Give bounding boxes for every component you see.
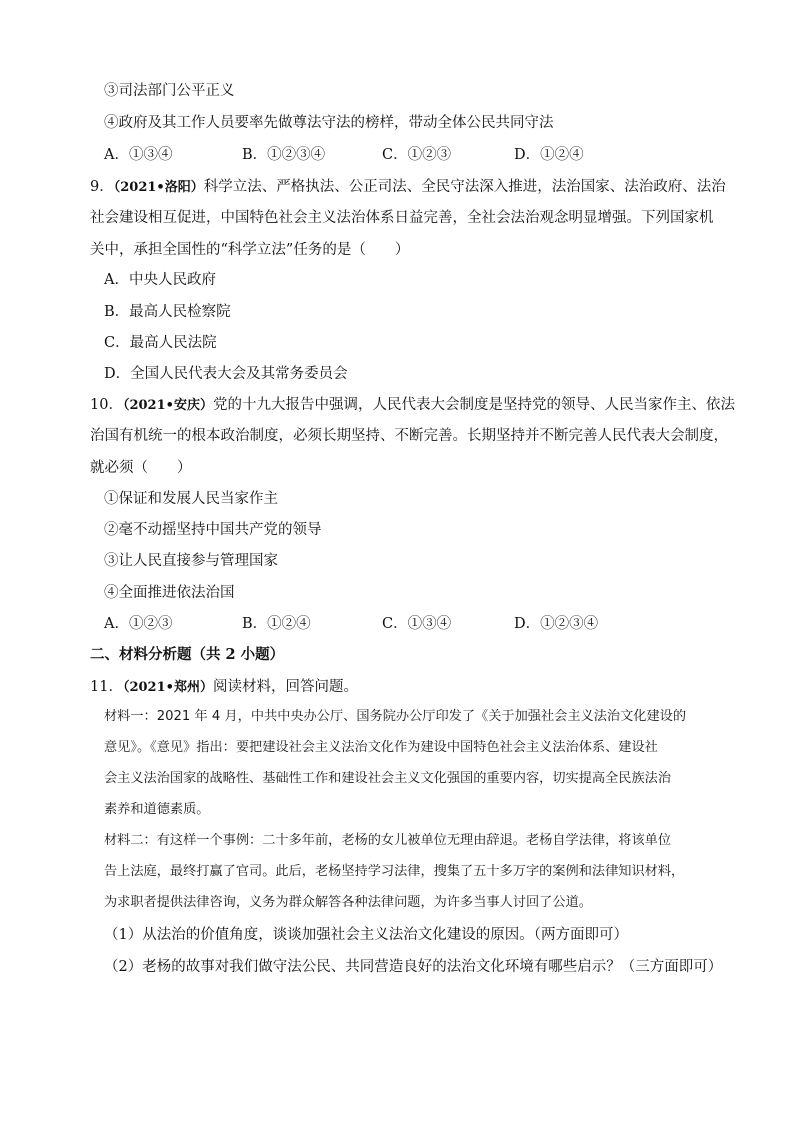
material-1-line-1: 材料一：2021 年 4 月，中共中央办公厅、国务院办公厅印发了《关于加强社会主义法治文化建设的 — [104, 709, 687, 724]
q11-subquestion-1: （1）从法治的价值角度，谈谈加强社会主义法治文化建设的原因。（两方面即可） — [104, 927, 628, 943]
material-2-line-1: 材料二：有这样一个事例：二十多年前，老杨的女儿被单位无理由辞退。老杨自学法律，将该单位 — [104, 833, 672, 848]
q10-item-1: ①保证和发展人民当家作主 — [104, 491, 278, 507]
q9-option-d: D．全国人民代表大会及其常务委员会 — [104, 366, 348, 382]
q11-source: （2021•郑州） — [122, 680, 213, 695]
q8-item-4: ④政府及其工作人员要率先做尊法守法的榜样，带动全体公民共同守法 — [104, 115, 554, 131]
q8-option-c: C．①②③ — [382, 147, 452, 163]
q10-option-c: C．①③④ — [382, 616, 452, 632]
q8-item-3: ③司法部门公平正义 — [104, 83, 235, 99]
q8-option-d: D．①②④ — [514, 147, 584, 163]
q10-line-1-text: 党的十九大报告中强调，人民代表大会制度是坚持党的领导、人民当家作主、依法 — [212, 397, 735, 413]
q9-option-a: A．中央人民政府 — [104, 272, 216, 288]
q10-number: 10． — [90, 397, 123, 413]
q10-item-2: ②毫不动摇坚持中国共产党的领导 — [104, 522, 322, 538]
material-1-line-2: 意见》。《意见》指出：要把建设社会主义法治文化作为建设中国特色社会主义法治体系、建设社 — [104, 740, 658, 755]
q9-line-1-text: 科学立法、严格执法、公正司法、全民守法深入推进，法治国家、法治政府、法治 — [203, 179, 726, 195]
material-1-line-3: 会主义法治国家的战略性、基础性工作和建设社会主义文化强国的重要内容，切实提高全民族法治 — [104, 771, 672, 786]
material-1-line-4: 素养和道德素质。 — [104, 802, 210, 817]
q9-stem-line-3: 关中，承担全国性的“科学立法”任务的是（ ） — [90, 242, 410, 258]
q11-number: 11． — [90, 679, 123, 695]
section-heading: 二、材料分析题（共 2 小题） — [90, 646, 285, 663]
q10-item-4: ④全面推进依法治国 — [104, 585, 235, 601]
q10-stem-line-2: 治国有机统一的根本政治制度，必须长期坚持、不断完善。长期坚持并不断完善人民代表大会制度， — [90, 428, 728, 444]
q10-stem-line-1 — [90, 395, 735, 416]
q9-stem-line-1 — [90, 177, 726, 198]
q8-option-b: B．①②③④ — [242, 147, 326, 163]
q9-option-c: C．最高人民法院 — [104, 335, 217, 351]
q10-source: （2021•安庆） — [122, 398, 213, 413]
q9-stem-line-2: 社会建设相互促进，中国特色社会主义法治体系日益完善，全社会法治观念明显增强。下列国家机 — [90, 210, 714, 226]
q11-stem — [90, 677, 358, 698]
q8-option-a: A．①③④ — [104, 147, 173, 163]
q10-stem-line-3: 就必须（ ） — [90, 460, 192, 476]
q10-option-b: B．①②④ — [242, 616, 311, 632]
q9-number: 9． — [90, 179, 114, 195]
material-2-line-2: 告上法庭，最终打赢了官司。此后，老杨坚持学习法律，搜集了五十多万字的案例和法律知识材料， — [104, 864, 685, 879]
q9-source: （2021•洛阳） — [113, 180, 204, 195]
q11-subquestion-2: （2）老杨的故事对我们做守法公民、共同营造良好的法治文化环境有哪些启示？（三方面即可） — [104, 959, 723, 975]
q10-option-a: A．①②③ — [104, 616, 173, 632]
q9-option-b: B．最高人民检察院 — [104, 304, 231, 320]
q10-option-d: D．①②③④ — [514, 616, 599, 632]
material-2-line-3: 为求职者提供法律咨询，义务为群众解答各种法律问题，为许多当事人讨回了公道。 — [104, 895, 592, 910]
q10-item-3: ③让人民直接参与管理国家 — [104, 553, 278, 569]
q11-intro: 阅读材料，回答问题。 — [212, 679, 358, 695]
